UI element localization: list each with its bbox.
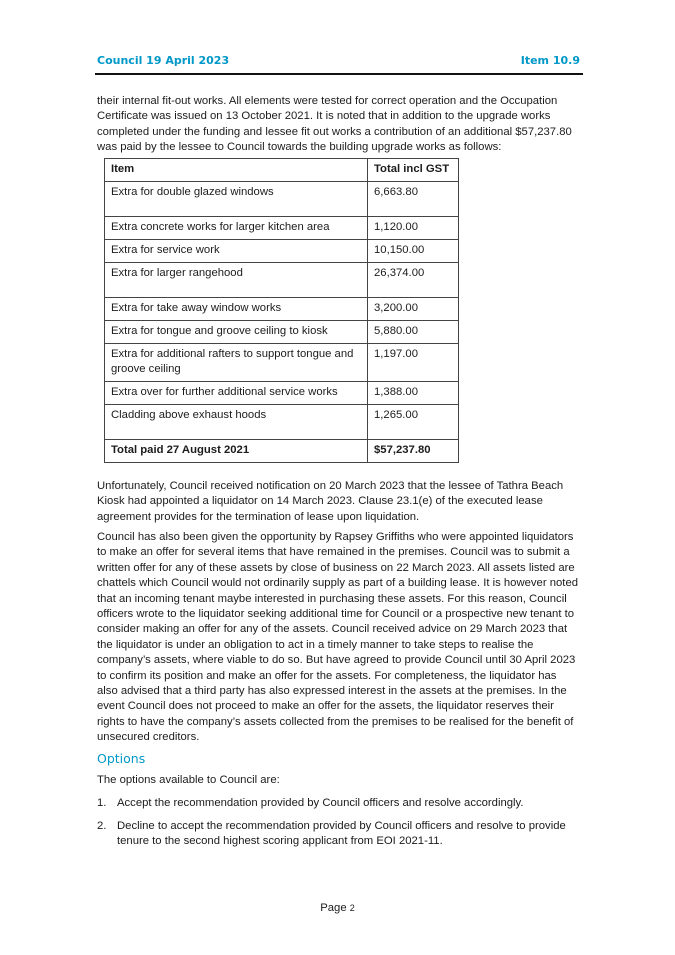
- row-item: Cladding above exhaust hoods: [105, 405, 368, 440]
- row-item: Extra over for further additional service works: [105, 382, 368, 405]
- intro-paragraph: [97, 94, 580, 156]
- paragraph-text: Unfortunately, Council received notification on 20 March 2023 that the lessee of Tathra Beach Kiosk had appointed a liquidator on 14 March 2023. Clause 23.1(e) of the executed lease agreement provides for the termination of lease upon liquidation.: [97, 480, 564, 523]
- row-total: 1,197.00: [368, 344, 459, 382]
- table-header-row: [105, 159, 459, 182]
- table-row: [105, 263, 459, 298]
- item-number: Item 10.9: [520, 54, 580, 67]
- row-total: 1,265.00: [368, 405, 459, 440]
- table-row: [105, 298, 459, 321]
- page-header: [97, 54, 580, 72]
- column-header-total: Total incl GST: [368, 159, 459, 182]
- cost-table: [104, 158, 459, 463]
- row-item: Extra for tongue and groove ceiling to kiosk: [105, 321, 368, 344]
- page-number: 2: [349, 903, 355, 913]
- row-total: 3,200.00: [368, 298, 459, 321]
- column-header-item: Item: [105, 159, 368, 182]
- page-footer: [0, 902, 675, 914]
- paragraph-text: Council has also been given the opportunity by Rapsey Griffiths who were appointed liquidators to make an offer for several items that have remained in the premises. Council was to submit a written offer for any of these assets by close of business on 22 March 2023. All assets listed are chattels which Council would not ordinarily supply as part of a building lease. It is however noted that an incoming tenant maybe interested in purchasing these assets. For this reason, Council officers wrote to the liquidator seeking additional time for Council or a prospective new tenant to consider making an offer for any of the assets. Council received advice on 29 March 2023 that the liquidator is under an obligation to act in a timely manner to take steps to realise the company’s assets, where viable to do so. But have agreed to provide Council until 30 April 2023 to confirm its position and make an offer for the assets. For completeness, the liquidator has also advised that a third party has also expressed interest in the assets at the premises. In the event Council does not proceed to make an offer for the assets, the liquidator reserves their rights to have the company’s assets collected from the premises to be realised for the benefit of unsecured creditors.: [97, 531, 579, 744]
- table-row: [105, 321, 459, 344]
- row-item: Extra for larger rangehood: [105, 263, 368, 298]
- row-total: 1,120.00: [368, 217, 459, 240]
- row-item: Extra for additional rafters to support tongue and groove ceiling: [105, 344, 368, 382]
- table-total-row: [105, 440, 459, 463]
- list-number: 1.: [97, 797, 107, 809]
- total-value: $57,237.80: [368, 440, 459, 463]
- offer-paragraph: [97, 530, 580, 746]
- options-heading: Options: [97, 751, 146, 766]
- list-text: Decline to accept the recommendation provided by Council officers and resolve to provide tenure to the second highest scoring applicant from EOI 2021-11.: [117, 820, 566, 848]
- row-total: 10,150.00: [368, 240, 459, 263]
- intro-text: their internal fit-out works. All elements were tested for correct operation and the Occupation Certificate was issued on 13 October 2021. It is noted that in addition to the upgrade works completed under the funding and lessee fit out works a contribution of an additional $57,237.80 was paid by the lessee to Council towards the building upgrade works as follows:: [97, 95, 572, 154]
- page-label: Page: [320, 902, 347, 914]
- liquidation-paragraph: [97, 479, 580, 525]
- table-row: [105, 182, 459, 217]
- row-total: 5,880.00: [368, 321, 459, 344]
- list-text: Accept the recommendation provided by Council officers and resolve accordingly.: [117, 797, 524, 809]
- meeting-date: Council 19 April 2023: [97, 54, 230, 67]
- table-row: [105, 405, 459, 440]
- row-item: Extra for double glazed windows: [105, 182, 368, 217]
- table-row: [105, 240, 459, 263]
- row-total: 26,374.00: [368, 263, 459, 298]
- table-row: [105, 217, 459, 240]
- row-total: 6,663.80: [368, 182, 459, 217]
- list-number: 2.: [97, 820, 107, 832]
- row-item: Extra concrete works for larger kitchen area: [105, 217, 368, 240]
- row-item: Extra for take away window works: [105, 298, 368, 321]
- list-item: [97, 796, 580, 811]
- list-item: [97, 819, 580, 850]
- row-total: 1,388.00: [368, 382, 459, 405]
- table-row: [105, 344, 459, 382]
- options-intro-text: The options available to Council are:: [97, 774, 280, 786]
- total-label: Total paid 27 August 2021: [105, 440, 368, 463]
- row-item: Extra for service work: [105, 240, 368, 263]
- header-divider: [95, 73, 583, 75]
- table-row: [105, 382, 459, 405]
- options-intro: [97, 773, 580, 788]
